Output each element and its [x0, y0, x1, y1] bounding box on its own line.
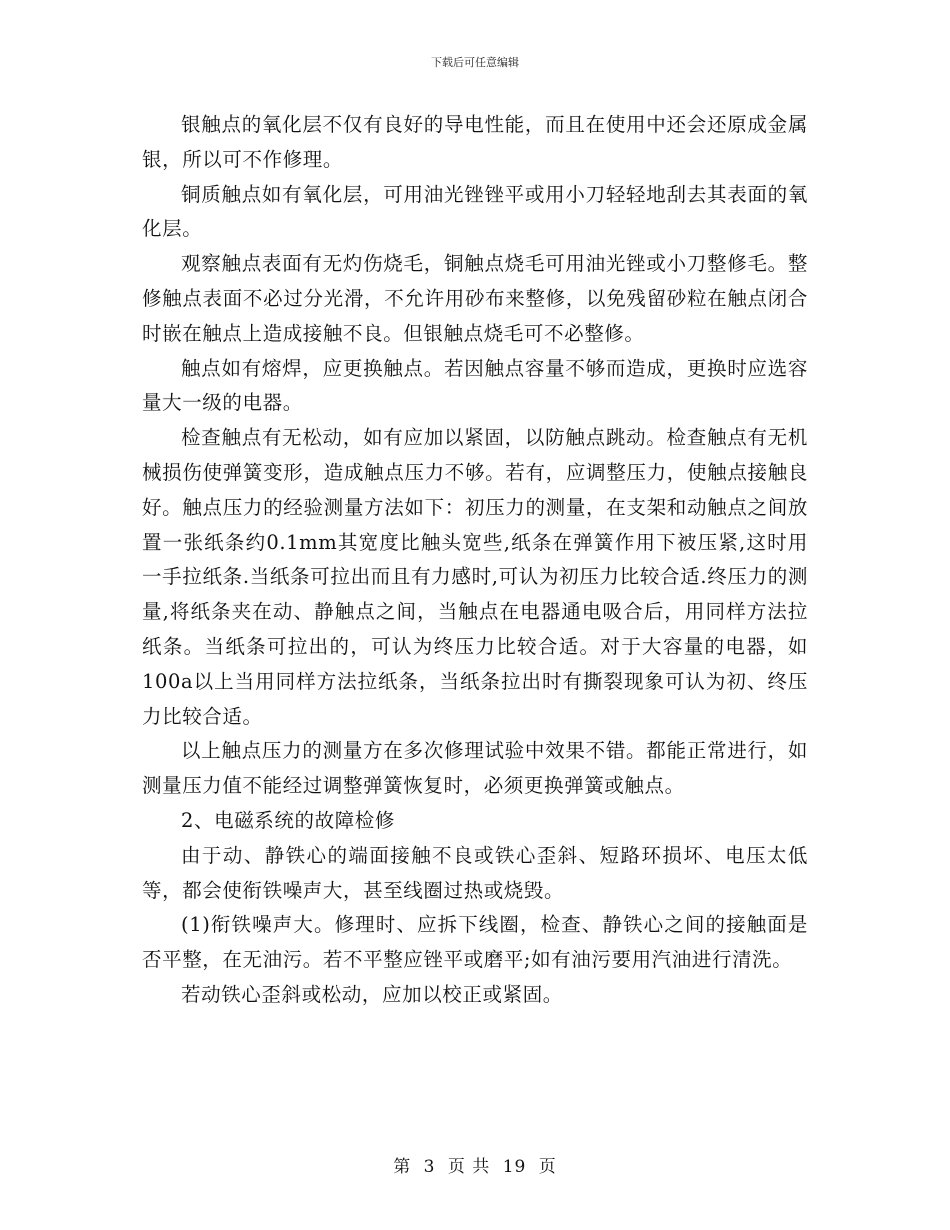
- document-body: [142, 108, 808, 1013]
- page-header: 下载后可任意编辑: [431, 56, 519, 69]
- footer-suffix: 页: [538, 1157, 557, 1177]
- paragraph: 检查触点有无松动，如有应加以紧固，以防触点跳动。检查触点有无机械损伤使弹簧变形，造成触点压力不够。若有，应调整压力，使触点接触良好。触点压力的经验测量方法如下：初压力的测量，在支架和动触点之间放置一张纸条约0.1mm其宽度比触头宽些,纸条在弹簧作用下被压紧,这时用一手拉纸条.当纸条可拉出而且有力感时,可认为初压力比较合适.终压力的测量,将纸条夹在动、静触点之间，当触点在电器通电吸合后，用同样方法拉纸条。当纸条可拉出的，可认为终压力比较合适。对于大容量的电器，如100a以上当用同样方法拉纸条，当纸条拉出时有撕裂现象可认为初、终压力比较合适。: [142, 426, 808, 728]
- footer-prefix: 第: [393, 1157, 412, 1177]
- page-footer: [0, 1152, 950, 1177]
- total-pages-number: 19: [502, 1157, 527, 1177]
- paragraph: (1)衔铁噪声大。修理时、应拆下线圈，检查、静铁心之间的接触面是否平整，在无油污。若不平整应锉平或磨平;如有油污要用汽油进行清洗。: [142, 913, 808, 972]
- paragraph: 银触点的氧化层不仅有良好的导电性能，而且在使用中还会还原成金属银，所以可不作修理。: [142, 113, 808, 171]
- footer-middle: 页 共: [447, 1157, 491, 1177]
- paragraph: 以上触点压力的测量方在多次修理试验中效果不错。都能正常进行，如测量压力值不能经过调整弹簧恢复时，必须更换弹簧或触点。: [142, 739, 808, 798]
- paragraph: 若动铁心歪斜或松动，应加以校正或紧固。: [181, 982, 563, 1006]
- section-heading: 2、电磁系统的故障检修: [181, 808, 396, 832]
- paragraph: 铜质触点如有氧化层，可用油光锉锉平或用小刀轻轻地刮去其表面的氧化层。: [142, 182, 808, 241]
- paragraph: 由于动、静铁心的端面接触不良或铁心歪斜、短路环损坏、电压太低等，都会使衔铁噪声大，甚至线圈过热或烧毁。: [142, 843, 808, 902]
- paragraph: 观察触点表面有无灼伤烧毛，铜触点烧毛可用油光锉或小刀整修毛。整修触点表面不必过分光滑，不允许用砂布来整修，以免残留砂粒在触点闭合时嵌在触点上造成接触不良。但银触点烧毛可不必整修。: [142, 252, 808, 345]
- paragraph: 触点如有熔焊，应更换触点。若因触点容量不够而造成，更换时应选容量大一级的电器。: [142, 356, 808, 415]
- current-page-number: 3: [423, 1157, 436, 1177]
